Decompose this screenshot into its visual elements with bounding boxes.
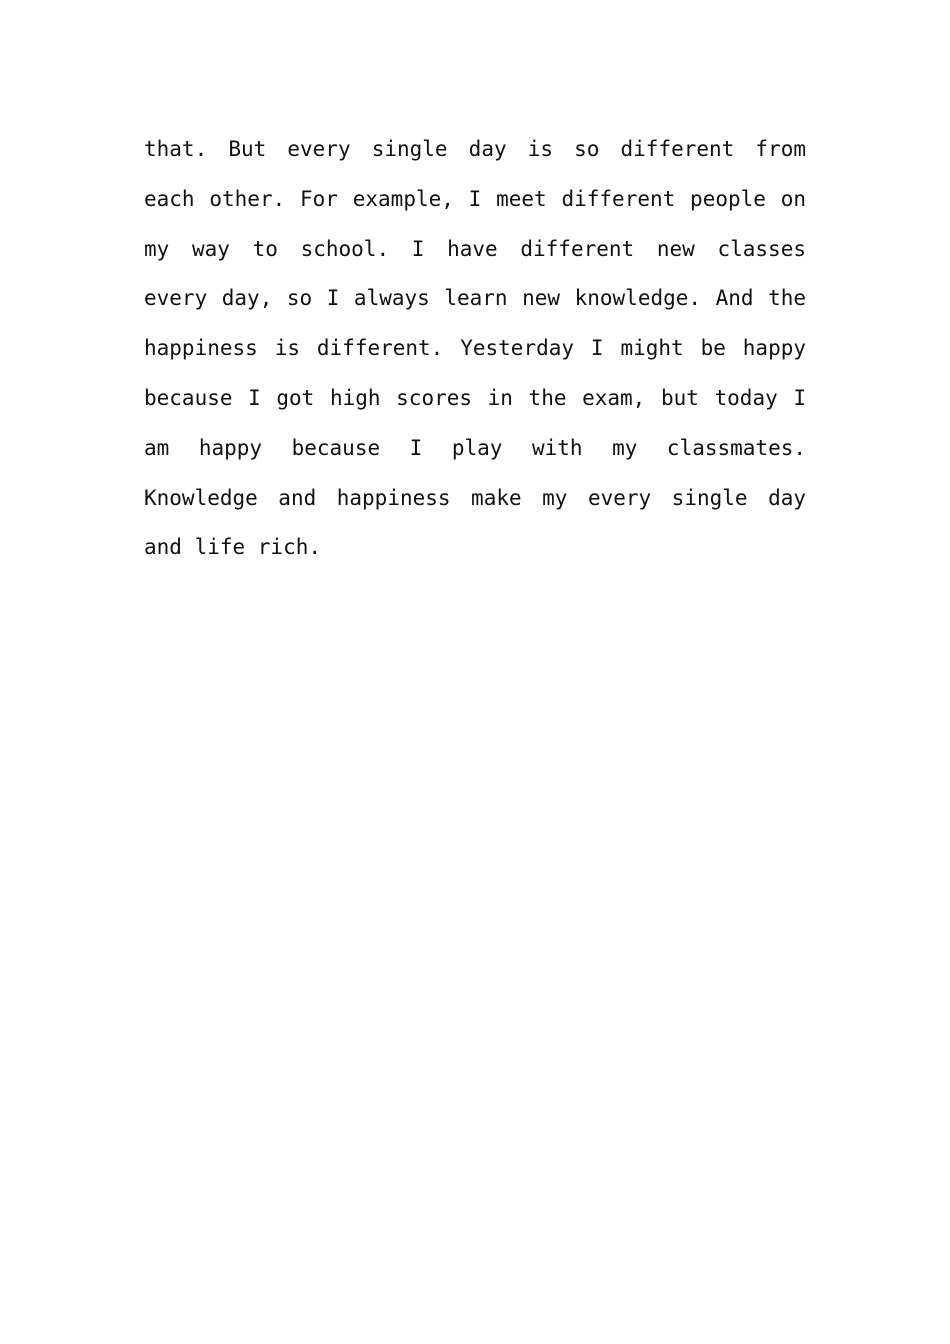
paragraph-line: happiness is different. Yesterday I might be happy <box>144 336 806 361</box>
paragraph-line: Knowledge and happiness make my every single day <box>144 485 806 510</box>
essay-paragraph <box>144 125 806 573</box>
paragraph-line: that. But every single day is so different from <box>144 137 806 161</box>
paragraph-line: because I got high scores in the exam, but today I <box>144 385 806 410</box>
paragraph-line: my way to school. I have different new classes <box>144 236 806 261</box>
paragraph-line: am happy because I play with my classmates. <box>144 435 806 460</box>
paragraph-line: every day, so I always learn new knowledge. And the <box>144 286 806 311</box>
paragraph-line: and life rich. <box>144 535 322 560</box>
paragraph-line: each other. For example, I meet different people on <box>144 186 806 211</box>
